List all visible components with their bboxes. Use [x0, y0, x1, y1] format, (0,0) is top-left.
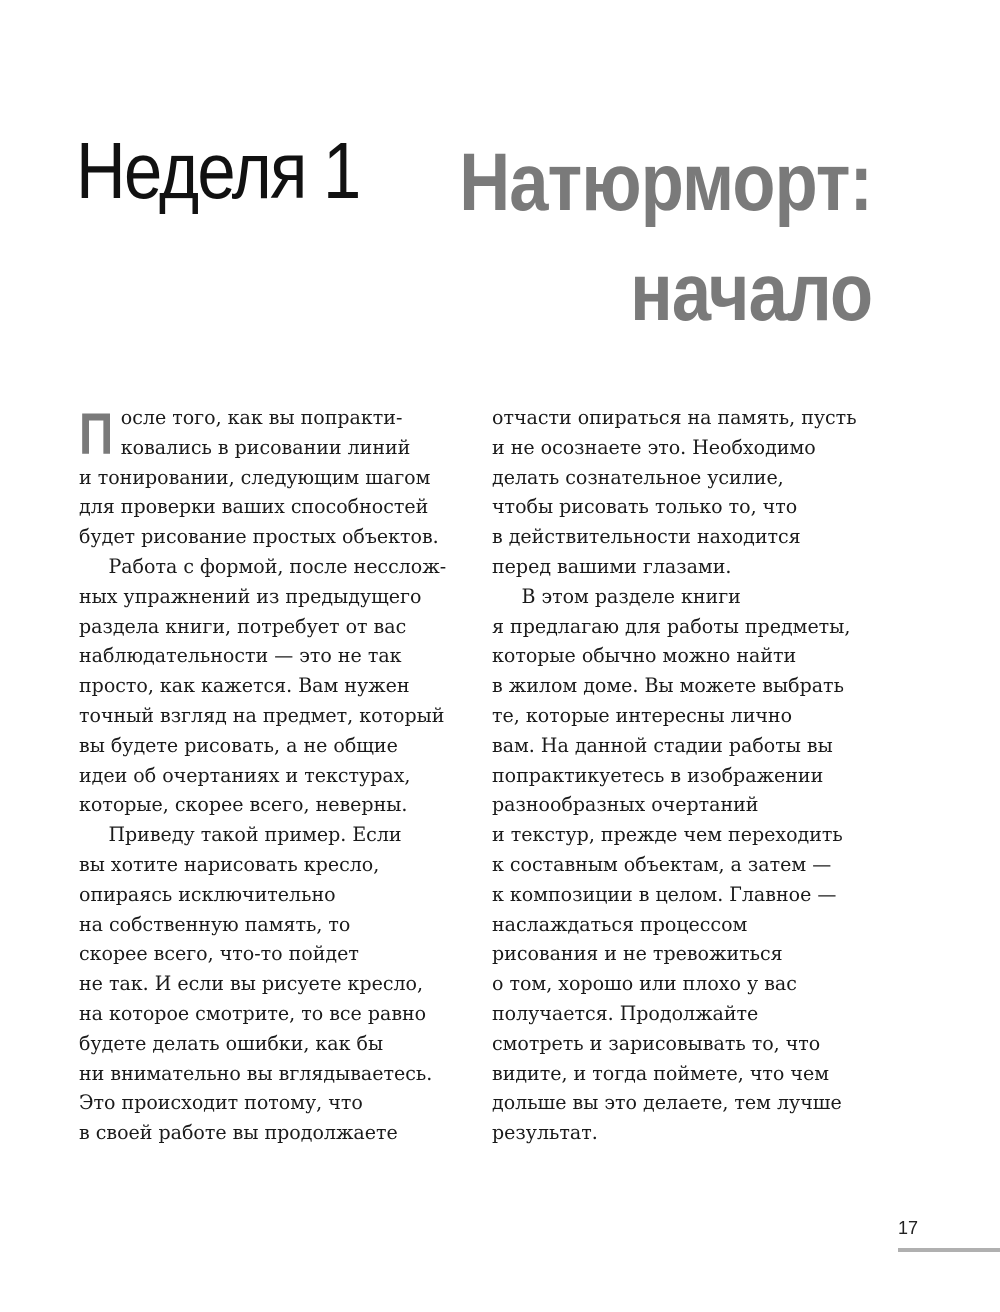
first-paragraph-opening	[79, 402, 469, 467]
text-line: Приведу такой пример. Если	[108, 822, 402, 847]
text-line: в действительности находится	[492, 524, 801, 549]
chapter-title	[459, 128, 872, 348]
text-line: раздела книги, потребует от вас	[79, 613, 407, 638]
text-line: делать сознательное усилие,	[492, 464, 784, 489]
text-line: и не осознаете это. Необходимо	[492, 434, 816, 459]
text-line: наблюдательности — это не так	[79, 643, 402, 668]
text-line: вы будете рисовать, а не общие	[79, 732, 398, 757]
page-number: 17	[898, 1218, 919, 1238]
text-line: просто, как кажется. Вам нужен	[79, 673, 410, 698]
text-line: вы хотите нарисовать кресло,	[79, 851, 380, 876]
text-line: Работа с формой, после несслож-	[108, 553, 447, 578]
text-line: те, которые интересны лично	[492, 702, 793, 727]
text-line: вам. На данной стадии работы вы	[492, 732, 833, 757]
text-line: чтобы рисовать только то, что	[492, 494, 798, 519]
text-line: идеи об очертаниях и текстурах,	[79, 762, 411, 787]
text-line: для проверки ваших способностей	[79, 494, 429, 519]
text-line: будет рисование простых объектов.	[79, 524, 439, 549]
text-line: к композиции в целом. Главное —	[492, 881, 837, 906]
text-line: ных упражнений из предыдущего	[79, 583, 422, 608]
text-line: попрактикуетесь в изображении	[492, 762, 824, 787]
text-line: рисования и не тревожиться	[492, 941, 783, 966]
text-line: перед вашими глазами.	[492, 553, 732, 578]
text-line: к составным объектам, а затем —	[492, 851, 832, 876]
text-line: точный взгляд на предмет, который	[79, 702, 445, 727]
text-line: не так. И если вы рисуете кресло,	[79, 971, 424, 996]
text-line: ковались в рисовании линий	[120, 434, 411, 459]
text-line: о том, хорошо или плохо у вас	[492, 971, 797, 996]
text-line: будете делать ошибки, как бы	[79, 1030, 384, 1055]
text-line: на которое смотрите, то все равно	[79, 1000, 427, 1025]
text-line: получается. Продолжайте	[492, 1000, 759, 1025]
text-line: скорее всего, что-то пойдет	[79, 941, 359, 966]
text-line: я предлагаю для работы предметы,	[492, 613, 851, 638]
text-line: разнообразных очертаний	[492, 792, 759, 817]
text-line: в жилом доме. Вы можете выбрать	[492, 673, 844, 698]
text-line: ни внимательно вы вглядываетесь.	[79, 1060, 433, 1085]
text-line: которые обычно можно найти	[492, 643, 797, 668]
week-label: Неделя 1	[76, 126, 360, 215]
text-line: опираясь исключительно	[79, 881, 336, 906]
text-line: и текстур, прежде чем переходить	[492, 822, 843, 847]
chapter-title-line-2: начало	[629, 247, 872, 338]
text-line: дольше вы это делаете, тем лучше	[492, 1090, 842, 1115]
text-line: на собственную память, то	[79, 911, 351, 936]
text-line: отчасти опираться на память, пусть	[492, 405, 857, 429]
text-line: наслаждаться процессом	[492, 911, 748, 936]
text-line: которые, скорее всего, неверны.	[79, 792, 408, 817]
drop-cap: П	[79, 402, 114, 467]
text-line: в своей работе вы продолжаете	[79, 1120, 398, 1145]
page-number-rule	[898, 1248, 1000, 1252]
text-line: результат.	[492, 1120, 598, 1145]
text-column-left	[79, 403, 469, 1148]
text-line: В этом разделе книги	[521, 583, 741, 608]
text-line: Это происходит потому, что	[79, 1090, 363, 1115]
text-line: видите, и тогда поймете, что чем	[492, 1060, 829, 1085]
text-line: и тонировании, следующим шагом	[79, 464, 431, 489]
text-line: осле того, как вы попракти-	[120, 405, 403, 429]
chapter-title-line-1: Натюрморт:	[459, 137, 872, 228]
text-line: смотреть и зарисовывать то, что	[492, 1030, 821, 1055]
text-column-right	[492, 403, 882, 1148]
